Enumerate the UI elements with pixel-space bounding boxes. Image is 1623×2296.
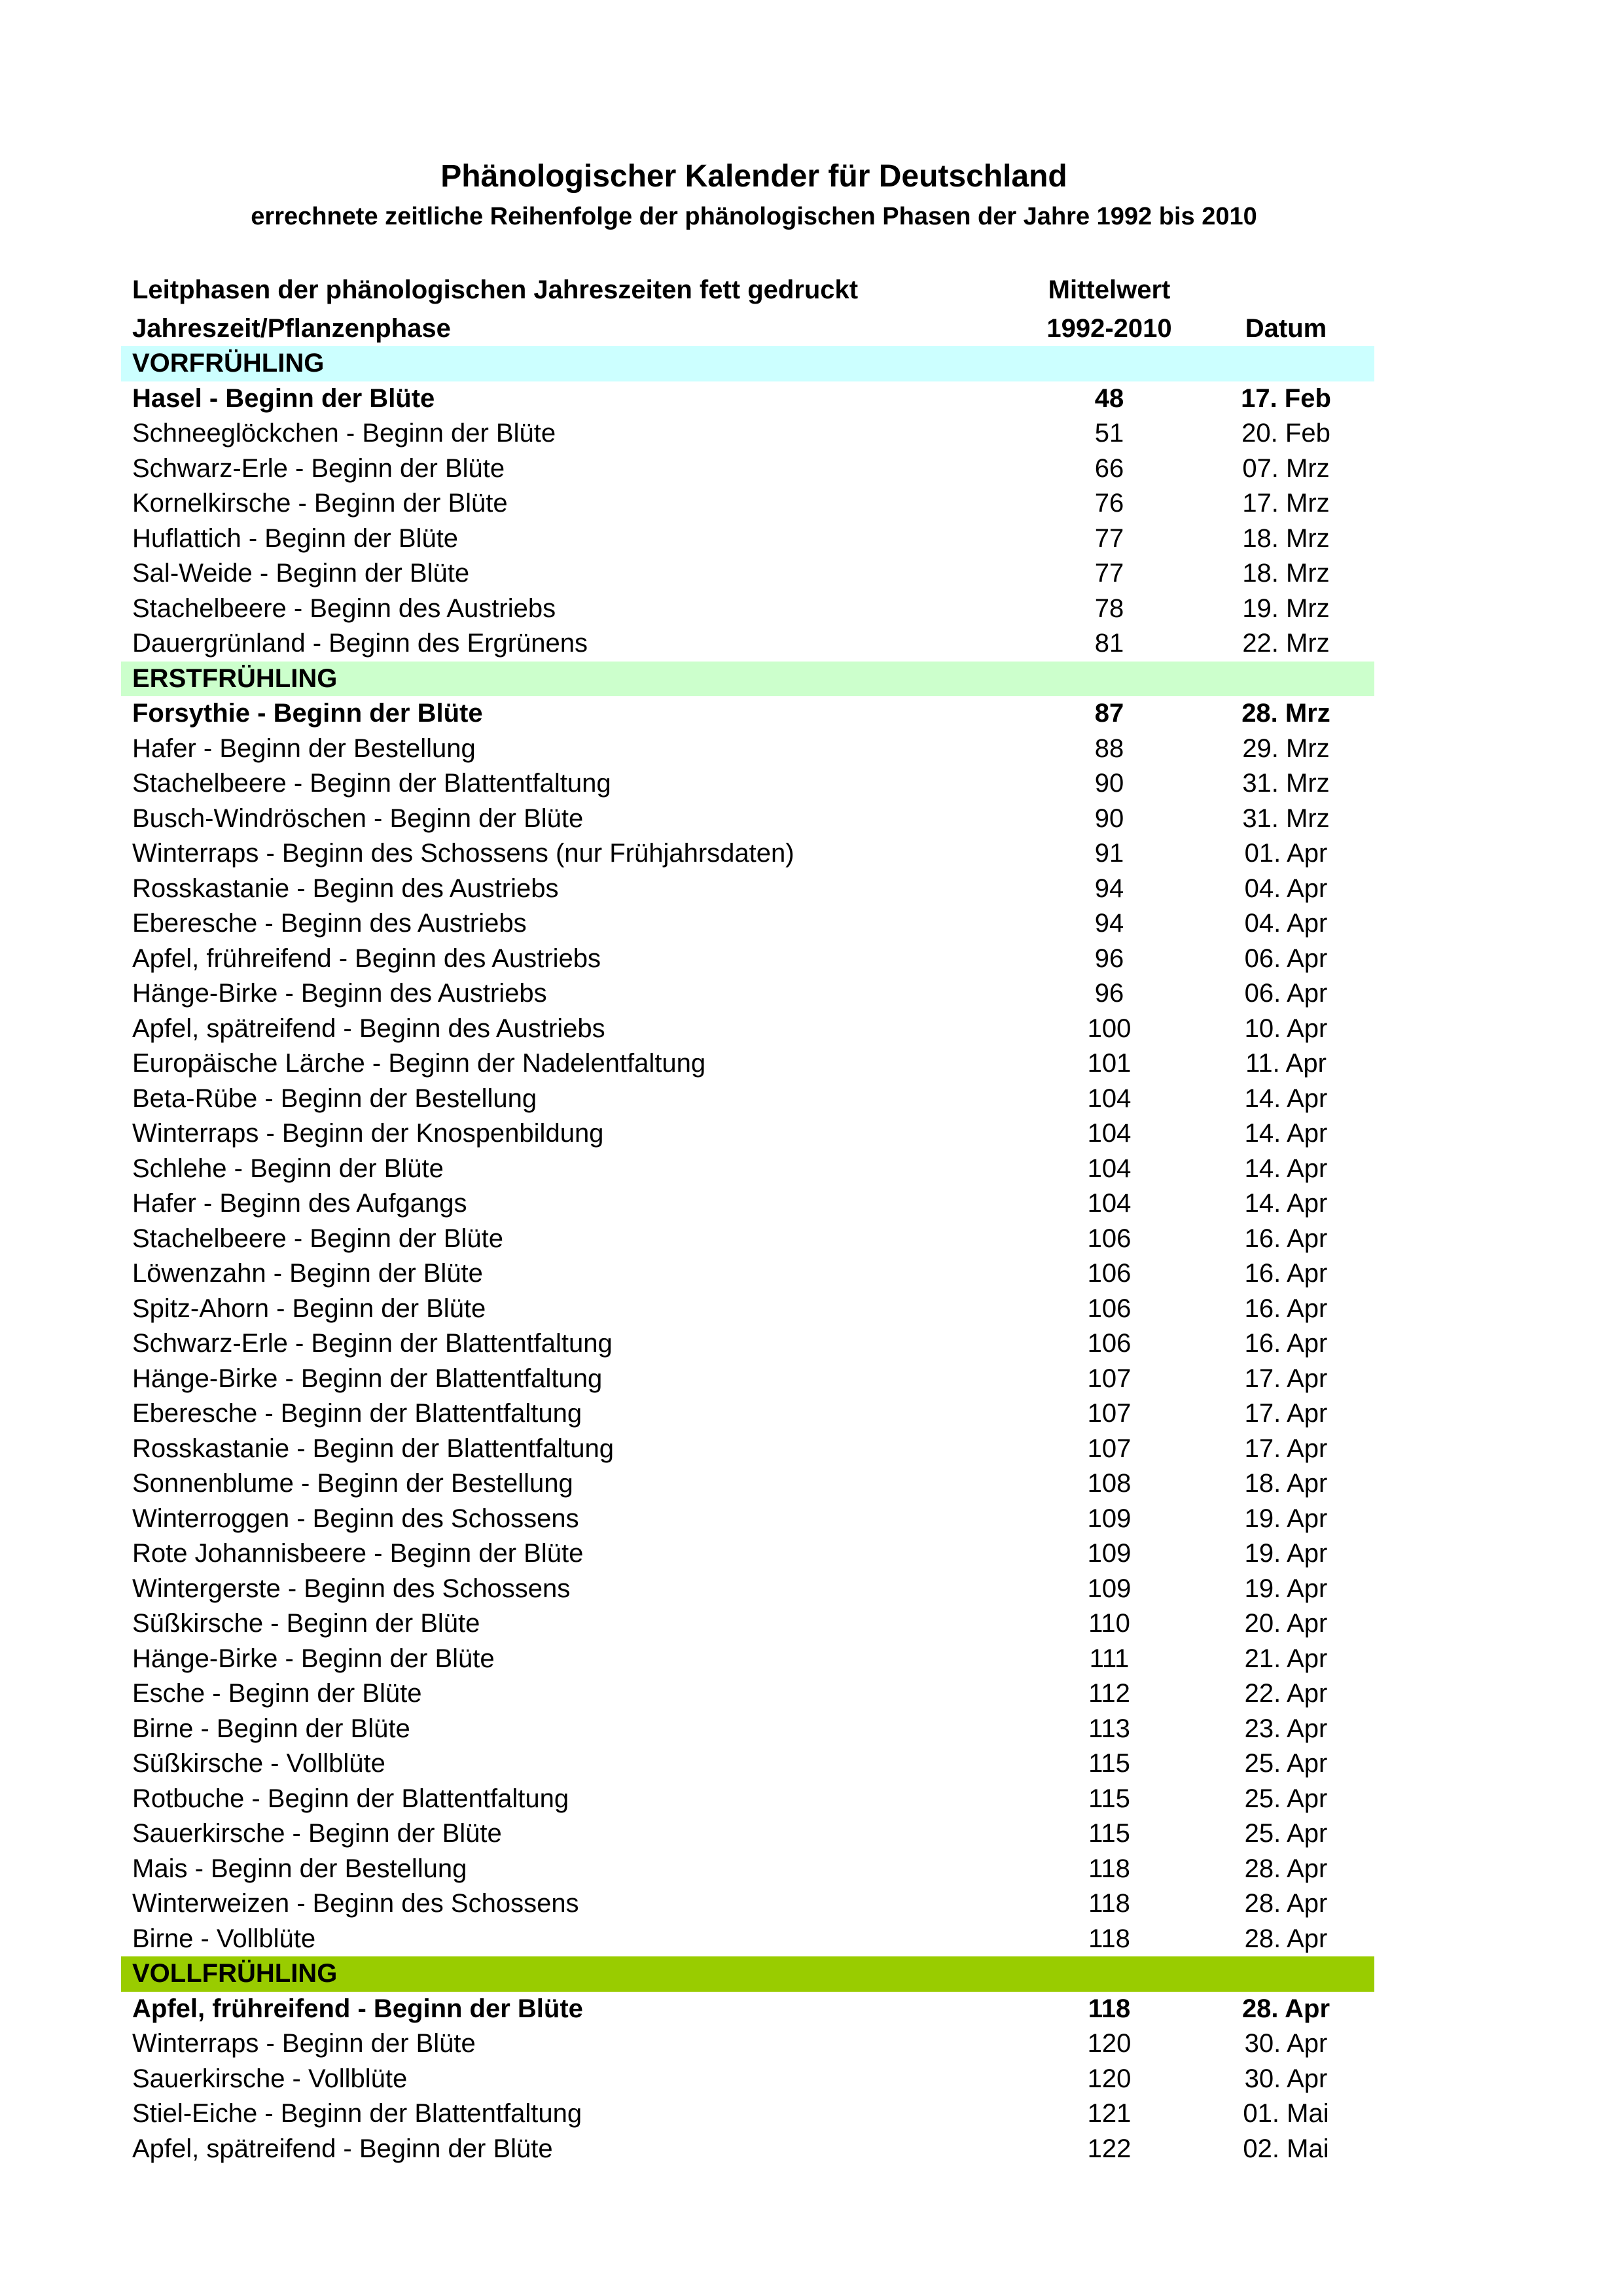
date-value: 19. Mrz: [1242, 593, 1330, 623]
mean-day-value: 94: [1094, 909, 1124, 938]
phase-name: Sauerkirsche - Vollblüte: [132, 2064, 408, 2093]
page-title: Phänologischer Kalender für Deutschland: [440, 159, 1067, 194]
mean-day-value: 120: [1087, 2029, 1132, 2058]
table-row: [121, 521, 1374, 557]
date-value: 14. Apr: [1244, 1084, 1328, 1113]
mean-day-value: 118: [1088, 1889, 1130, 1918]
table-row: [121, 1222, 1374, 1257]
mean-day-value: 115: [1088, 1819, 1130, 1848]
phase-name: Apfel, spätreifend - Beginn der Blüte: [132, 2134, 553, 2163]
date-value: 28. Mrz: [1241, 699, 1330, 728]
phase-name: Beta-Rübe - Beginn der Bestellung: [132, 1084, 537, 1113]
mean-day-value: 109: [1087, 1504, 1132, 1533]
date-value: 16. Apr: [1244, 1329, 1328, 1358]
phase-name: Busch-Windröschen - Beginn der Blüte: [132, 804, 584, 833]
table-row: [121, 592, 1374, 627]
season-header-row: [121, 346, 1374, 381]
date-value: 19. Apr: [1244, 1504, 1328, 1533]
mean-day-value: 107: [1087, 1434, 1132, 1463]
lead-phase-row: [121, 696, 1374, 732]
mean-day-value: 104: [1087, 1189, 1132, 1218]
table-row: [121, 1816, 1374, 1852]
phase-name: Kornelkirsche - Beginn der Blüte: [132, 489, 508, 518]
mean-day-value: 121: [1087, 2099, 1132, 2128]
phase-name: Schwarz-Erle - Beginn der Blattentfaltung: [132, 1329, 613, 1358]
phase-name: Huflattich - Beginn der Blüte: [132, 523, 459, 553]
date-value: 21. Apr: [1244, 1644, 1328, 1673]
table-row: [121, 1396, 1374, 1432]
phase-name: Europäische Lärche - Beginn der Nadelentfaltung: [132, 1049, 706, 1078]
header-value-line2: 1992-2010: [1046, 314, 1172, 343]
phase-name: Rote Johannisbeere - Beginn der Blüte: [132, 1539, 584, 1568]
date-value: 28. Apr: [1244, 1889, 1328, 1918]
phase-name: Esche - Beginn der Blüte: [132, 1679, 422, 1708]
table-row: [121, 1642, 1374, 1677]
phase-name: Spitz-Ahorn - Beginn der Blüte: [132, 1294, 486, 1323]
date-value: 17. Apr: [1244, 1434, 1328, 1463]
phase-name: Hasel - Beginn der Blüte: [132, 383, 435, 413]
mean-day-value: 88: [1094, 733, 1124, 763]
phase-name: Winterweizen - Beginn des Schossens: [132, 1889, 579, 1918]
mean-day-value: 109: [1087, 1539, 1132, 1568]
table-row: [121, 1012, 1374, 1047]
phase-name: Winterraps - Beginn der Blüte: [132, 2029, 476, 2058]
phase-name: Birne - Vollblüte: [132, 1924, 316, 1953]
table-row: [121, 802, 1374, 837]
table-row: [121, 1852, 1374, 1887]
phase-name: Eberesche - Beginn der Blattentfaltung: [132, 1399, 582, 1428]
phase-name: Wintergerste - Beginn des Schossens: [132, 1574, 571, 1603]
mean-day-value: 94: [1094, 874, 1124, 903]
mean-day-value: 118: [1088, 1924, 1130, 1953]
mean-day-value: 118: [1088, 1854, 1130, 1883]
phase-name: Forsythie - Beginn der Blüte: [132, 699, 483, 728]
date-value: 14. Apr: [1244, 1189, 1328, 1218]
table-row: [121, 836, 1374, 872]
table-row: [121, 1432, 1374, 1467]
mean-day-value: 101: [1087, 1049, 1132, 1078]
mean-day-value: 106: [1087, 1294, 1132, 1323]
phase-name: Birne - Beginn der Blüte: [132, 1714, 410, 1743]
table-row: [121, 486, 1374, 521]
phase-name: Apfel, frühreifend - Beginn der Blüte: [132, 1994, 583, 2023]
mean-day-value: 81: [1094, 629, 1124, 658]
mean-day-value: 76: [1094, 489, 1124, 518]
table-row: [121, 1256, 1374, 1292]
mean-day-value: 107: [1087, 1399, 1132, 1428]
phase-name: Süßkirsche - Vollblüte: [132, 1749, 385, 1778]
table-row: [121, 2062, 1374, 2097]
mean-day-value: 120: [1087, 2064, 1132, 2093]
phase-name: Stiel-Eiche - Beginn der Blattentfaltung: [132, 2099, 582, 2128]
mean-day-value: 48: [1094, 383, 1124, 413]
mean-day-value: 77: [1094, 559, 1124, 588]
date-value: 17. Apr: [1244, 1399, 1328, 1428]
date-value: 25. Apr: [1244, 1784, 1328, 1813]
mean-day-value: 115: [1088, 1749, 1130, 1778]
date-value: 10. Apr: [1244, 1014, 1328, 1043]
phase-name: Hafer - Beginn des Aufgangs: [132, 1189, 467, 1218]
phase-name: Süßkirsche - Beginn der Blüte: [132, 1609, 480, 1638]
table-row: [121, 1782, 1374, 1817]
table-row: [121, 2132, 1374, 2167]
phase-name: Eberesche - Beginn des Austriebs: [132, 909, 527, 938]
mean-day-value: 111: [1089, 1644, 1130, 1673]
mean-day-value: 113: [1088, 1714, 1130, 1743]
header-value-line1: Mittelwert: [1048, 275, 1171, 304]
phenology-table: [121, 346, 1374, 2166]
table-row: [121, 906, 1374, 942]
mean-day-value: 77: [1094, 523, 1124, 553]
table-row: [121, 416, 1374, 451]
phase-name: Sonnenblume - Beginn der Bestellung: [132, 1469, 573, 1498]
date-value: 30. Apr: [1244, 2029, 1328, 2058]
mean-day-value: 107: [1087, 1364, 1132, 1393]
table-row: [121, 732, 1374, 767]
date-value: 18. Mrz: [1242, 523, 1330, 553]
date-value: 28. Apr: [1244, 1854, 1328, 1883]
mean-day-value: 104: [1087, 1154, 1132, 1183]
season-header-row: [121, 1956, 1374, 1992]
season-name: VOLLFRÜHLING: [132, 1959, 338, 1988]
phase-name: Apfel, spätreifend - Beginn des Austriebs: [132, 1014, 605, 1043]
date-value: 14. Apr: [1244, 1154, 1328, 1183]
table-row: [121, 1536, 1374, 1572]
mean-day-value: 115: [1088, 1784, 1130, 1813]
date-value: 04. Apr: [1244, 874, 1328, 903]
date-value: 19. Apr: [1244, 1574, 1328, 1603]
mean-day-value: 106: [1087, 1329, 1132, 1358]
table-row: [121, 976, 1374, 1012]
mean-day-value: 66: [1094, 453, 1124, 483]
lead-phase-row: [121, 1992, 1374, 2027]
mean-day-value: 90: [1094, 804, 1124, 833]
table-row: [121, 872, 1374, 907]
table-row: [121, 1572, 1374, 1607]
phase-name: Hänge-Birke - Beginn der Blüte: [132, 1644, 495, 1673]
mean-day-value: 106: [1087, 1259, 1132, 1288]
phase-name: Rosskastanie - Beginn der Blattentfaltung: [132, 1434, 614, 1463]
table-row: [121, 2026, 1374, 2062]
date-value: 01. Mai: [1243, 2099, 1329, 2128]
table-row: [121, 942, 1374, 977]
date-value: 14. Apr: [1244, 1119, 1328, 1148]
date-value: 20. Apr: [1244, 1609, 1328, 1638]
table-row: [121, 1046, 1374, 1082]
table-row: [121, 556, 1374, 592]
phase-name: Hänge-Birke - Beginn des Austriebs: [132, 979, 547, 1008]
phase-name: Winterraps - Beginn der Knospenbildung: [132, 1119, 604, 1148]
table-row: [121, 1712, 1374, 1747]
date-value: 20. Feb: [1241, 419, 1330, 448]
lead-phase-row: [121, 381, 1374, 417]
table-row: [121, 626, 1374, 662]
date-value: 17. Feb: [1241, 383, 1331, 413]
table-row: [121, 1922, 1374, 1957]
table-row: [121, 1152, 1374, 1187]
mean-day-value: 109: [1087, 1574, 1132, 1603]
phase-name: Stachelbeere - Beginn der Blüte: [132, 1224, 504, 1253]
date-value: 17. Mrz: [1242, 489, 1330, 518]
table-row: [121, 1676, 1374, 1712]
phase-name: Löwenzahn - Beginn der Blüte: [132, 1259, 483, 1288]
table-row: [121, 1606, 1374, 1642]
season-name: VORFRÜHLING: [132, 349, 325, 378]
table-row: [121, 766, 1374, 802]
date-value: 31. Mrz: [1242, 769, 1330, 798]
phase-name: Sauerkirsche - Beginn der Blüte: [132, 1819, 502, 1848]
phase-name: Rotbuche - Beginn der Blattentfaltung: [132, 1784, 569, 1813]
date-value: 19. Apr: [1244, 1539, 1328, 1568]
date-value: 18. Mrz: [1242, 559, 1330, 588]
mean-day-value: 96: [1094, 979, 1124, 1008]
table-row: [121, 1116, 1374, 1152]
mean-day-value: 51: [1094, 419, 1124, 448]
date-value: 02. Mai: [1243, 2134, 1329, 2163]
date-value: 30. Apr: [1244, 2064, 1328, 2093]
mean-day-value: 106: [1087, 1224, 1132, 1253]
mean-day-value: 100: [1087, 1014, 1132, 1043]
header-date-column: Datum: [1245, 314, 1327, 343]
mean-day-value: 91: [1094, 839, 1124, 868]
date-value: 16. Apr: [1244, 1259, 1328, 1288]
phase-name: Apfel, frühreifend - Beginn des Austriebs: [132, 944, 601, 973]
mean-day-value: 118: [1088, 1994, 1131, 2023]
table-row: [121, 451, 1374, 487]
mean-day-value: 122: [1087, 2134, 1132, 2163]
date-value: 18. Apr: [1244, 1469, 1328, 1498]
phase-name: Winterroggen - Beginn des Schossens: [132, 1504, 579, 1533]
date-value: 28. Apr: [1241, 1994, 1330, 2023]
date-value: 06. Apr: [1244, 944, 1328, 973]
date-value: 17. Apr: [1244, 1364, 1328, 1393]
table-row: [121, 1082, 1374, 1117]
phase-name: Schwarz-Erle - Beginn der Blüte: [132, 453, 505, 483]
table-row: [121, 2096, 1374, 2132]
phase-name: Sal-Weide - Beginn der Blüte: [132, 559, 470, 588]
season-header-row: [121, 662, 1374, 697]
date-value: 23. Apr: [1244, 1714, 1328, 1743]
date-value: 11. Apr: [1245, 1049, 1327, 1078]
header-note: Leitphasen der phänologischen Jahreszeiten fett gedruckt: [132, 275, 859, 304]
date-value: 16. Apr: [1244, 1224, 1328, 1253]
date-value: 28. Apr: [1244, 1924, 1328, 1953]
mean-day-value: 90: [1094, 769, 1124, 798]
date-value: 22. Apr: [1244, 1679, 1328, 1708]
mean-day-value: 96: [1094, 944, 1124, 973]
table-row: [121, 1746, 1374, 1782]
mean-day-value: 104: [1087, 1084, 1132, 1113]
table-row: [121, 1502, 1374, 1537]
table-row: [121, 1466, 1374, 1502]
date-value: 07. Mrz: [1242, 453, 1330, 483]
date-value: 31. Mrz: [1242, 804, 1330, 833]
mean-day-value: 110: [1088, 1609, 1130, 1638]
phase-name: Hänge-Birke - Beginn der Blattentfaltung: [132, 1364, 603, 1393]
date-value: 06. Apr: [1244, 979, 1328, 1008]
date-value: 01. Apr: [1244, 839, 1328, 868]
phase-name: Stachelbeere - Beginn der Blattentfaltung: [132, 769, 611, 798]
phase-name: Mais - Beginn der Bestellung: [132, 1854, 467, 1883]
phase-name: Winterraps - Beginn des Schossens (nur Frühjahrsdaten): [132, 839, 794, 868]
page-subtitle: errechnete zeitliche Reihenfolge der phänologischen Phasen der Jahre 1992 bis 2010: [251, 203, 1257, 230]
phase-name: Rosskastanie - Beginn des Austriebs: [132, 874, 559, 903]
date-value: 29. Mrz: [1242, 733, 1330, 763]
date-value: 25. Apr: [1244, 1749, 1328, 1778]
header-name-column: Jahreszeit/Pflanzenphase: [132, 314, 451, 343]
table-row: [121, 1186, 1374, 1222]
mean-day-value: 104: [1087, 1119, 1132, 1148]
table-row: [121, 1326, 1374, 1362]
phase-name: Dauergrünland - Beginn des Ergrünens: [132, 629, 588, 658]
phase-name: Stachelbeere - Beginn des Austriebs: [132, 593, 556, 623]
table-row: [121, 1292, 1374, 1327]
date-value: 25. Apr: [1244, 1819, 1328, 1848]
table-row: [121, 1886, 1374, 1922]
phase-name: Hafer - Beginn der Bestellung: [132, 733, 476, 763]
mean-day-value: 108: [1087, 1469, 1132, 1498]
season-name: ERSTFRÜHLING: [132, 663, 338, 693]
mean-day-value: 78: [1094, 593, 1124, 623]
table-row: [121, 1362, 1374, 1397]
date-value: 16. Apr: [1244, 1294, 1328, 1323]
mean-day-value: 112: [1088, 1679, 1130, 1708]
date-value: 04. Apr: [1244, 909, 1328, 938]
date-value: 22. Mrz: [1242, 629, 1330, 658]
phase-name: Schneeglöckchen - Beginn der Blüte: [132, 419, 556, 448]
phase-name: Schlehe - Beginn der Blüte: [132, 1154, 444, 1183]
mean-day-value: 87: [1094, 699, 1124, 728]
